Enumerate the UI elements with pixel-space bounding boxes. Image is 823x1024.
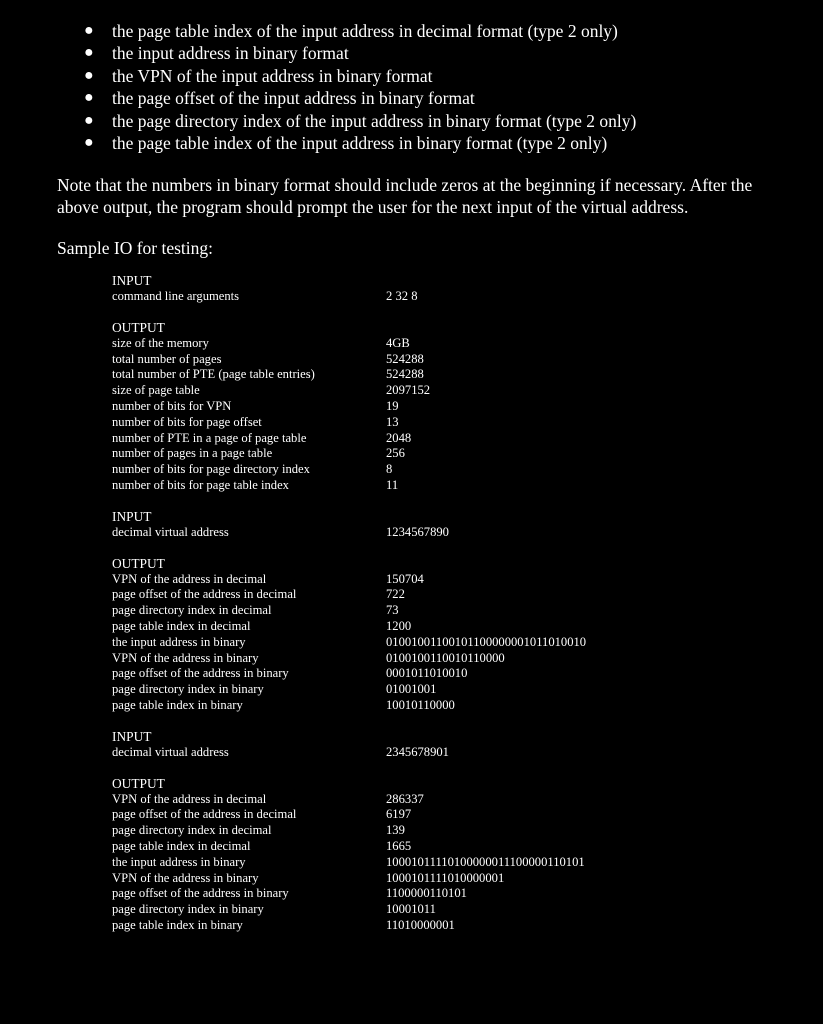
io-label: VPN of the address in binary xyxy=(112,650,259,665)
io-row xyxy=(112,587,712,603)
bullet-text: the page directory index of the input address in binary format (type 2 only) xyxy=(112,110,637,131)
io-label: page offset of the address in decimal xyxy=(112,807,297,822)
io-row xyxy=(112,682,712,698)
io-row xyxy=(112,918,712,934)
io-value: 0001011010010 xyxy=(386,666,468,681)
io-value: 286337 xyxy=(386,791,424,806)
io-section-input xyxy=(112,273,712,305)
io-label: total number of pages xyxy=(112,351,222,366)
io-label: page table index in decimal xyxy=(112,838,251,853)
io-row xyxy=(112,478,712,494)
io-row xyxy=(112,367,712,383)
io-value: 1234567890 xyxy=(386,524,449,539)
io-value: 2048 xyxy=(386,430,412,445)
section-title: INPUT xyxy=(112,508,152,524)
section-title: OUTPUT xyxy=(112,775,165,791)
sample-io-heading: Sample IO for testing: xyxy=(57,238,214,258)
io-row xyxy=(112,871,712,887)
io-label: page table index in binary xyxy=(112,917,243,932)
io-value: 19 xyxy=(386,398,399,413)
bullet-icon: ● xyxy=(84,44,94,62)
io-label: number of bits for page table index xyxy=(112,477,289,492)
io-value: 2 32 8 xyxy=(386,289,418,303)
io-label: VPN of the address in decimal xyxy=(112,791,267,806)
io-value: 11 xyxy=(386,477,399,492)
note-paragraph: Note that the numbers in binary format should include zeros at the beginning if necessary. After the above output, the program should prompt the user for the next input of the virtual address. xyxy=(57,175,753,217)
io-section-input xyxy=(112,729,712,761)
io-row xyxy=(112,651,712,667)
io-value: 13 xyxy=(386,414,399,429)
io-value: 8 xyxy=(386,462,393,477)
io-value: 1000101111010000001 xyxy=(386,870,505,885)
io-row xyxy=(112,383,712,399)
io-row xyxy=(112,619,712,635)
bullet-text: the page table index of the input address in binary format (type 2 only) xyxy=(112,132,608,153)
io-row xyxy=(112,807,712,823)
io-label: the input address in binary xyxy=(112,634,246,649)
io-label: size of the memory xyxy=(112,335,209,350)
io-row xyxy=(112,635,712,651)
io-value: 1200 xyxy=(386,618,412,633)
io-label: page directory index in binary xyxy=(112,902,264,917)
io-value: 722 xyxy=(386,587,405,602)
io-label: page table index in binary xyxy=(112,697,243,712)
io-row xyxy=(112,666,712,682)
bullet-item xyxy=(0,87,823,109)
io-value: 1100000110101 xyxy=(386,886,467,901)
io-label: the input address in binary xyxy=(112,854,246,869)
io-value: 2345678901 xyxy=(386,744,449,759)
io-label: number of bits for VPN xyxy=(112,398,232,413)
io-value: 2097152 xyxy=(386,383,431,398)
io-row xyxy=(112,902,712,918)
io-row xyxy=(112,462,712,478)
io-row xyxy=(112,289,712,305)
bullet-text: the input address in binary format xyxy=(112,43,349,64)
io-label: page directory index in decimal xyxy=(112,603,272,618)
io-value: 73 xyxy=(386,603,399,618)
io-label: VPN of the address in binary xyxy=(112,870,259,885)
io-section-input xyxy=(112,509,712,541)
sample-io-block xyxy=(112,273,712,949)
bullet-text: the page table index of the input address in decimal format (type 2 only) xyxy=(112,21,618,41)
bullet-text: the VPN of the input address in binary format xyxy=(112,65,433,86)
io-row xyxy=(112,572,712,588)
io-row xyxy=(112,352,712,368)
io-row xyxy=(112,886,712,902)
io-section-output xyxy=(112,320,712,494)
bullet-icon: ● xyxy=(84,22,94,39)
io-row xyxy=(112,431,712,447)
io-row xyxy=(112,399,712,415)
io-label: size of page table xyxy=(112,383,200,398)
section-title: OUTPUT xyxy=(112,319,165,335)
io-label: page directory index in binary xyxy=(112,682,264,697)
io-value: 01001001100101100000001011010010 xyxy=(386,634,587,649)
section-title: INPUT xyxy=(112,273,152,288)
io-row xyxy=(112,855,712,871)
io-value: 6197 xyxy=(386,807,412,822)
section-title: INPUT xyxy=(112,728,152,744)
bullet-list xyxy=(0,20,823,154)
bullet-icon: ● xyxy=(84,66,94,84)
io-value: 10001011110100000011100000110101 xyxy=(386,854,585,869)
io-value: 1665 xyxy=(386,838,412,853)
io-value: 524288 xyxy=(386,351,424,366)
io-value: 139 xyxy=(386,823,405,838)
io-row xyxy=(112,525,712,541)
io-label: page offset of the address in binary xyxy=(112,886,289,901)
io-row xyxy=(112,698,712,714)
bullet-item xyxy=(0,110,823,132)
io-section-output xyxy=(112,556,712,714)
bullet-icon: ● xyxy=(84,89,94,107)
io-value: 0100100110010110000 xyxy=(386,650,505,665)
bullet-item xyxy=(0,132,823,154)
io-value: 150704 xyxy=(386,571,424,586)
bullet-icon: ● xyxy=(84,111,94,129)
io-value: 11010000001 xyxy=(386,917,455,932)
io-row xyxy=(112,792,712,808)
bullet-item xyxy=(0,42,823,64)
io-row xyxy=(112,745,712,761)
io-label: decimal virtual address xyxy=(112,524,229,539)
bullet-icon: ● xyxy=(84,133,94,151)
io-value: 01001001 xyxy=(386,682,437,697)
bullet-item xyxy=(0,20,823,42)
io-label: number of pages in a page table xyxy=(112,446,273,461)
section-title: OUTPUT xyxy=(112,555,165,571)
io-row xyxy=(112,603,712,619)
bullet-text: the page offset of the input address in binary format xyxy=(112,88,475,109)
io-label: page offset of the address in binary xyxy=(112,666,289,681)
io-label: page offset of the address in decimal xyxy=(112,587,297,602)
bullet-item xyxy=(0,65,823,87)
io-value: 10001011 xyxy=(386,902,436,917)
io-label: page table index in decimal xyxy=(112,618,251,633)
io-label: number of bits for page offset xyxy=(112,414,262,429)
io-value: 524288 xyxy=(386,367,424,382)
io-label: decimal virtual address xyxy=(112,744,229,759)
io-label: page directory index in decimal xyxy=(112,823,272,838)
io-label: number of PTE in a page of page table xyxy=(112,430,307,445)
io-section-output xyxy=(112,776,712,934)
io-label: number of bits for page directory index xyxy=(112,462,310,477)
io-value: 10010110000 xyxy=(386,697,455,712)
io-row xyxy=(112,823,712,839)
io-row xyxy=(112,839,712,855)
io-label: command line arguments xyxy=(112,289,240,303)
io-row xyxy=(112,446,712,462)
io-value: 256 xyxy=(386,446,405,461)
io-row xyxy=(112,336,712,352)
io-row xyxy=(112,415,712,431)
io-label: VPN of the address in decimal xyxy=(112,571,267,586)
io-value: 4GB xyxy=(386,335,410,350)
io-label: total number of PTE (page table entries) xyxy=(112,367,315,382)
